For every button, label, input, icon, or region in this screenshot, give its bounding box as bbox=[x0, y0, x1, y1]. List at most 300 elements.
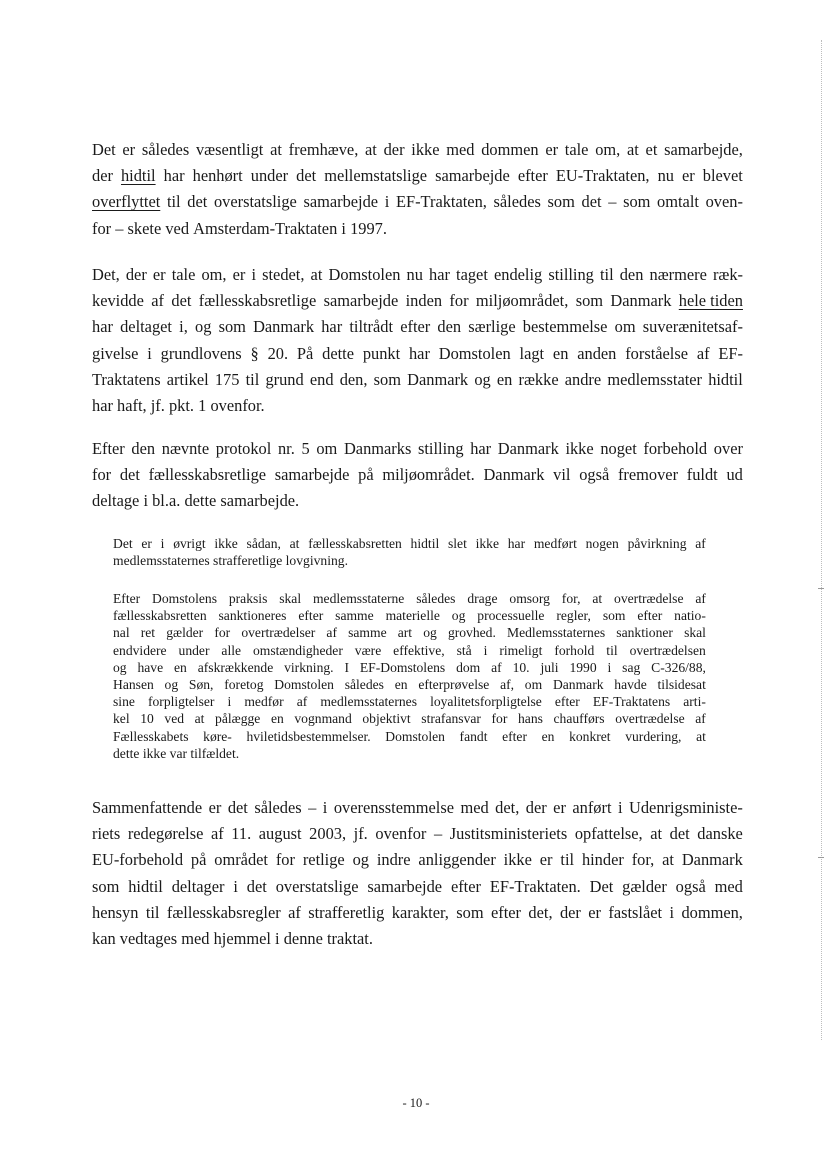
word: over bbox=[713, 439, 743, 458]
word: skete bbox=[127, 218, 162, 238]
word: foretog bbox=[224, 676, 264, 692]
word: hidtil bbox=[128, 876, 163, 896]
word: redegørelse bbox=[127, 824, 204, 844]
word: objektivt bbox=[362, 711, 411, 727]
word: har bbox=[92, 317, 113, 337]
word: anliggender bbox=[418, 850, 496, 870]
word: af bbox=[695, 591, 706, 606]
underlined-word: hidtil bbox=[120, 166, 156, 186]
word: fællesskabsretten bbox=[308, 536, 402, 551]
paragraph-4 bbox=[92, 795, 743, 952]
word: vedtages bbox=[119, 928, 178, 948]
text-line bbox=[92, 137, 743, 163]
text-line bbox=[92, 163, 743, 189]
word: samarbejde, bbox=[664, 140, 743, 159]
word: nu bbox=[657, 166, 674, 186]
word: i bbox=[143, 491, 148, 511]
word: henhørt bbox=[192, 166, 243, 186]
word: hinder bbox=[581, 850, 624, 870]
word: og bbox=[423, 625, 437, 641]
text-line bbox=[92, 189, 743, 215]
word: medfør bbox=[244, 694, 284, 710]
word: suverænitetsaf- bbox=[642, 317, 743, 337]
word: en bbox=[174, 659, 187, 675]
word: haft, bbox=[117, 395, 147, 415]
word: I bbox=[344, 659, 349, 675]
word: inden bbox=[405, 291, 443, 311]
word: grund bbox=[265, 369, 304, 389]
word: at bbox=[696, 728, 706, 744]
text-line bbox=[113, 590, 706, 607]
word: til bbox=[166, 192, 181, 212]
word: medlemsstaternes bbox=[113, 553, 210, 569]
word: skal bbox=[279, 591, 302, 606]
word: og bbox=[195, 317, 212, 337]
word: 10 bbox=[140, 711, 154, 727]
word: strafferetlige bbox=[213, 553, 283, 569]
word: er bbox=[588, 902, 601, 922]
word: 1997. bbox=[350, 218, 387, 238]
word: praksis bbox=[228, 591, 268, 606]
word: konkret bbox=[569, 728, 611, 744]
word: 1990 bbox=[569, 659, 597, 675]
word: således bbox=[493, 192, 541, 212]
word: efter bbox=[554, 694, 580, 710]
word: for bbox=[275, 850, 295, 870]
text-line bbox=[92, 462, 743, 488]
word: vognmand bbox=[294, 711, 352, 727]
word: Danmark bbox=[407, 369, 469, 389]
text-line bbox=[92, 795, 743, 821]
word: processuelle bbox=[477, 608, 545, 624]
word: pålægge bbox=[215, 711, 261, 727]
word: for bbox=[214, 625, 231, 641]
word: gælder bbox=[622, 876, 667, 896]
text-line bbox=[113, 676, 706, 693]
word: og bbox=[451, 608, 466, 624]
word: med bbox=[460, 798, 489, 817]
word: har bbox=[163, 166, 185, 186]
word: alle bbox=[221, 642, 242, 658]
word: tiltrådt bbox=[349, 317, 394, 337]
word: og bbox=[164, 676, 179, 692]
word: EF- bbox=[718, 343, 743, 363]
text-line bbox=[92, 288, 743, 314]
word: protokol bbox=[215, 439, 272, 458]
word: i bbox=[669, 902, 675, 922]
word: nal bbox=[113, 625, 130, 641]
paragraph-2 bbox=[92, 262, 743, 419]
word: Det bbox=[589, 876, 614, 896]
word: Efter bbox=[92, 439, 125, 458]
word: 2003, bbox=[309, 824, 347, 844]
text-line bbox=[113, 535, 706, 552]
word: sanktioner bbox=[616, 625, 673, 641]
word: som bbox=[575, 291, 604, 311]
indented-note-2 bbox=[113, 590, 706, 762]
word: efter bbox=[502, 728, 527, 744]
word: efter bbox=[450, 876, 481, 896]
word: et bbox=[645, 140, 658, 159]
word: ovenfor bbox=[375, 824, 427, 844]
word: strafansvar bbox=[421, 711, 481, 727]
word: en bbox=[552, 343, 569, 363]
word: loyalitetsforpligtelse bbox=[430, 694, 542, 710]
word: ovenfor. bbox=[210, 395, 265, 415]
word: EU-forbehold bbox=[92, 850, 184, 870]
word: 5 bbox=[301, 439, 310, 458]
word: fuldt bbox=[686, 465, 718, 485]
word: det bbox=[669, 824, 690, 844]
word: fastslået bbox=[608, 902, 663, 922]
word: der bbox=[125, 265, 147, 284]
word: den bbox=[619, 265, 644, 284]
word: af bbox=[696, 343, 710, 363]
word: end bbox=[309, 369, 334, 389]
word: overstatslige bbox=[275, 876, 359, 896]
word: materielle bbox=[385, 608, 440, 624]
word: det, bbox=[495, 798, 520, 817]
word: området bbox=[214, 850, 268, 870]
underlined-word: overflyttet bbox=[92, 192, 161, 212]
word: riets bbox=[92, 824, 121, 844]
word: i bbox=[275, 928, 280, 948]
word: På bbox=[296, 343, 314, 363]
word: Det bbox=[92, 140, 116, 159]
word: tale bbox=[564, 140, 589, 159]
word: det bbox=[581, 192, 602, 212]
text-line bbox=[92, 488, 743, 514]
word: deltaget bbox=[120, 317, 172, 337]
text-line bbox=[113, 624, 706, 641]
word: skal bbox=[684, 625, 706, 641]
word: er bbox=[553, 798, 566, 817]
paragraph-3 bbox=[92, 436, 743, 515]
word: 175 bbox=[214, 369, 240, 389]
text-line bbox=[113, 710, 706, 727]
word: § bbox=[250, 343, 259, 363]
word: august bbox=[258, 824, 302, 844]
word: taget bbox=[456, 265, 488, 284]
word: i bbox=[233, 876, 238, 896]
word: således bbox=[254, 798, 302, 817]
word: lagt bbox=[519, 343, 545, 363]
word: række bbox=[518, 369, 559, 389]
text-line bbox=[113, 642, 706, 659]
word: Domstolen bbox=[274, 676, 334, 692]
word: som bbox=[456, 902, 484, 922]
word: således bbox=[141, 140, 190, 159]
word: Søn, bbox=[188, 676, 214, 692]
word: at bbox=[626, 140, 639, 159]
word: om bbox=[524, 676, 543, 692]
word: EU-Traktaten, bbox=[555, 166, 650, 186]
word: for, bbox=[561, 591, 581, 606]
word: og bbox=[352, 850, 369, 870]
word: i bbox=[384, 192, 390, 212]
word: endvidere bbox=[113, 642, 167, 658]
word: således bbox=[416, 591, 456, 606]
word: nr. bbox=[277, 439, 295, 458]
word: pkt. bbox=[168, 395, 195, 415]
word: også bbox=[579, 465, 610, 485]
word: samme bbox=[348, 625, 387, 641]
word: tilsidesat bbox=[657, 676, 706, 692]
word: kan bbox=[92, 928, 116, 948]
word: Amsterdam-Traktaten bbox=[193, 218, 338, 238]
word: rimeligt bbox=[499, 642, 543, 658]
word: den, bbox=[339, 369, 368, 389]
word: forbehold bbox=[643, 439, 708, 458]
word: dom bbox=[456, 659, 481, 675]
word: på bbox=[190, 850, 207, 870]
word: efter bbox=[400, 317, 431, 337]
word: deltage bbox=[92, 491, 140, 511]
text-line bbox=[92, 926, 743, 952]
word: Medlemsstaternes bbox=[507, 625, 606, 641]
word: dommen, bbox=[681, 902, 743, 922]
word: om bbox=[316, 439, 338, 458]
word: ikke bbox=[142, 745, 167, 761]
word: omstændigheder bbox=[252, 642, 343, 658]
word: i bbox=[251, 265, 257, 284]
text-line bbox=[113, 659, 706, 676]
word: det bbox=[119, 465, 140, 485]
word: i bbox=[227, 694, 232, 710]
word: Fællesskabets bbox=[113, 728, 189, 744]
text-line bbox=[92, 367, 743, 393]
word: deltager bbox=[171, 876, 225, 896]
word: nu bbox=[406, 265, 423, 284]
word: – bbox=[433, 824, 443, 844]
word: som bbox=[623, 192, 651, 212]
word: er bbox=[141, 536, 152, 551]
word: overtrædelse bbox=[614, 591, 684, 606]
word: medlemsstater bbox=[607, 369, 703, 389]
word: ikke bbox=[411, 140, 440, 159]
word: C-326/88, bbox=[651, 659, 706, 675]
word: til bbox=[145, 902, 160, 922]
word: om, bbox=[595, 140, 621, 159]
word: omsorg bbox=[509, 591, 550, 606]
word: som bbox=[92, 876, 120, 896]
word: nogen bbox=[585, 536, 619, 551]
word: om bbox=[614, 317, 636, 337]
word: at bbox=[194, 711, 205, 727]
word: således bbox=[344, 676, 384, 692]
word: bl.a. bbox=[152, 491, 181, 511]
word: nærmere bbox=[649, 265, 707, 284]
word: Danmark bbox=[681, 850, 743, 870]
word: fællesskabsretlige bbox=[148, 465, 267, 485]
word: mellemstatslige bbox=[324, 166, 428, 186]
scan-tick bbox=[818, 588, 824, 589]
text-line bbox=[92, 900, 743, 926]
word: af bbox=[491, 659, 502, 675]
word: nævnte bbox=[161, 439, 210, 458]
word: af bbox=[151, 291, 164, 311]
word: af bbox=[695, 711, 706, 727]
word: under bbox=[178, 642, 210, 658]
word: kel bbox=[113, 711, 130, 727]
word: fandt bbox=[459, 728, 488, 744]
word: overstatslige bbox=[213, 192, 297, 212]
word: 20. bbox=[267, 343, 289, 363]
word: – bbox=[115, 218, 124, 238]
word: effektive, bbox=[393, 642, 445, 658]
word: er bbox=[152, 265, 166, 284]
word: EF-Traktatens bbox=[592, 694, 671, 710]
word: af bbox=[288, 902, 301, 922]
page-number: - 10 - bbox=[402, 1096, 430, 1110]
word: har bbox=[92, 395, 113, 415]
word: køre- bbox=[203, 728, 232, 744]
word: danske bbox=[697, 824, 743, 844]
word: EF-Traktaten. bbox=[489, 876, 581, 896]
word: fremhæve, bbox=[288, 140, 359, 159]
word: er bbox=[539, 850, 553, 870]
word: oven- bbox=[705, 192, 743, 212]
word: der bbox=[525, 798, 547, 817]
word: EF-Domstolens bbox=[359, 659, 446, 675]
text-line bbox=[113, 607, 706, 624]
text-line bbox=[92, 436, 743, 462]
word: samarbejde bbox=[367, 876, 443, 896]
word: at bbox=[310, 265, 323, 284]
word: ikke bbox=[475, 536, 500, 551]
word: drage bbox=[467, 591, 498, 606]
word: Domstolen bbox=[385, 728, 445, 744]
word: vil bbox=[553, 465, 571, 485]
word: lovgivning. bbox=[285, 553, 348, 569]
word: efter bbox=[298, 608, 324, 624]
word: dette bbox=[322, 343, 354, 363]
text-line bbox=[92, 314, 743, 340]
word: blevet bbox=[702, 166, 743, 186]
word: til bbox=[245, 369, 260, 389]
word: samarbejde. bbox=[220, 491, 300, 511]
word: Danmark bbox=[610, 291, 672, 311]
word: retlige bbox=[302, 850, 345, 870]
word: fremover bbox=[617, 465, 679, 485]
word: forhold bbox=[554, 642, 595, 658]
word: ved bbox=[164, 711, 185, 727]
word: overensstemmelse bbox=[333, 798, 454, 817]
word: har bbox=[429, 265, 450, 284]
text-line bbox=[92, 874, 743, 900]
word: ret bbox=[140, 625, 156, 641]
word: Danmark bbox=[497, 439, 559, 458]
word: tale bbox=[171, 265, 196, 284]
word: dommen bbox=[481, 140, 539, 159]
word: endelig bbox=[493, 265, 543, 284]
word: forpligtelser bbox=[147, 694, 215, 710]
word: jf. bbox=[150, 395, 165, 415]
word: natio- bbox=[674, 608, 706, 624]
word: – bbox=[308, 798, 317, 817]
word: en bbox=[270, 711, 284, 727]
word: omtalt bbox=[657, 192, 699, 212]
word: til bbox=[560, 850, 575, 870]
word: var bbox=[169, 745, 187, 761]
word: efter bbox=[517, 166, 548, 186]
word: påvirkning bbox=[627, 536, 687, 551]
word: Domstolen bbox=[438, 343, 511, 363]
word: kevidde bbox=[92, 291, 144, 311]
word: efterprøvelse bbox=[418, 676, 490, 692]
word: juli bbox=[540, 659, 559, 675]
word: medlemsstaterne bbox=[312, 591, 405, 606]
word: ikke bbox=[214, 536, 238, 551]
word: det bbox=[171, 291, 192, 311]
text-line bbox=[113, 745, 706, 762]
word: samarbejde bbox=[303, 192, 379, 212]
word: den bbox=[131, 439, 156, 458]
word: har bbox=[470, 439, 492, 458]
word: har bbox=[321, 317, 343, 337]
word: Domstolen bbox=[328, 265, 401, 284]
word: og bbox=[113, 659, 127, 675]
word: efter bbox=[491, 902, 522, 922]
word: miljøområdet. bbox=[382, 465, 475, 485]
word: 11. bbox=[231, 824, 252, 844]
word: i bbox=[617, 798, 623, 817]
word: givelse bbox=[92, 343, 139, 363]
word: medlemsstaternes bbox=[320, 694, 417, 710]
word: om, bbox=[201, 265, 227, 284]
word: særlige bbox=[468, 317, 516, 337]
word: som bbox=[218, 317, 246, 337]
word: tilfældet. bbox=[190, 745, 240, 761]
paragraph-1 bbox=[92, 137, 743, 242]
word: det, bbox=[528, 902, 553, 922]
text-line bbox=[92, 216, 743, 242]
text-line bbox=[113, 728, 706, 745]
word: afskrækkende bbox=[197, 659, 274, 675]
word: i, bbox=[179, 317, 188, 337]
word: af bbox=[210, 824, 224, 844]
word: fællesskabsretlige bbox=[198, 291, 317, 311]
word: noget bbox=[600, 439, 637, 458]
word: Domstolens bbox=[152, 591, 217, 606]
word: for bbox=[449, 291, 469, 311]
word: der bbox=[383, 140, 405, 159]
text-line bbox=[92, 393, 743, 419]
word: en bbox=[496, 369, 513, 389]
word: Justitsministeriets bbox=[449, 824, 568, 844]
word: er bbox=[545, 140, 559, 159]
word: Efter bbox=[113, 591, 141, 606]
word: Udenrigsministe- bbox=[629, 798, 743, 817]
word: der bbox=[92, 166, 113, 186]
word: med bbox=[714, 876, 743, 896]
word: bestemmelse bbox=[522, 317, 608, 337]
word: ved bbox=[165, 218, 190, 238]
word: EF-Traktaten, bbox=[395, 192, 487, 212]
word: miljøområdet, bbox=[475, 291, 569, 311]
word: for bbox=[491, 711, 508, 727]
word: sanktioneres bbox=[218, 608, 287, 624]
word: 10. bbox=[512, 659, 530, 675]
word: fællesskabsregler bbox=[166, 902, 281, 922]
word: som bbox=[373, 369, 401, 389]
word: samme bbox=[335, 608, 374, 624]
word: hidtil bbox=[410, 536, 440, 551]
word: overtrædelse bbox=[615, 711, 685, 727]
word: det bbox=[227, 798, 248, 817]
word: Danmark bbox=[483, 465, 545, 485]
word: Traktatens bbox=[92, 369, 161, 389]
